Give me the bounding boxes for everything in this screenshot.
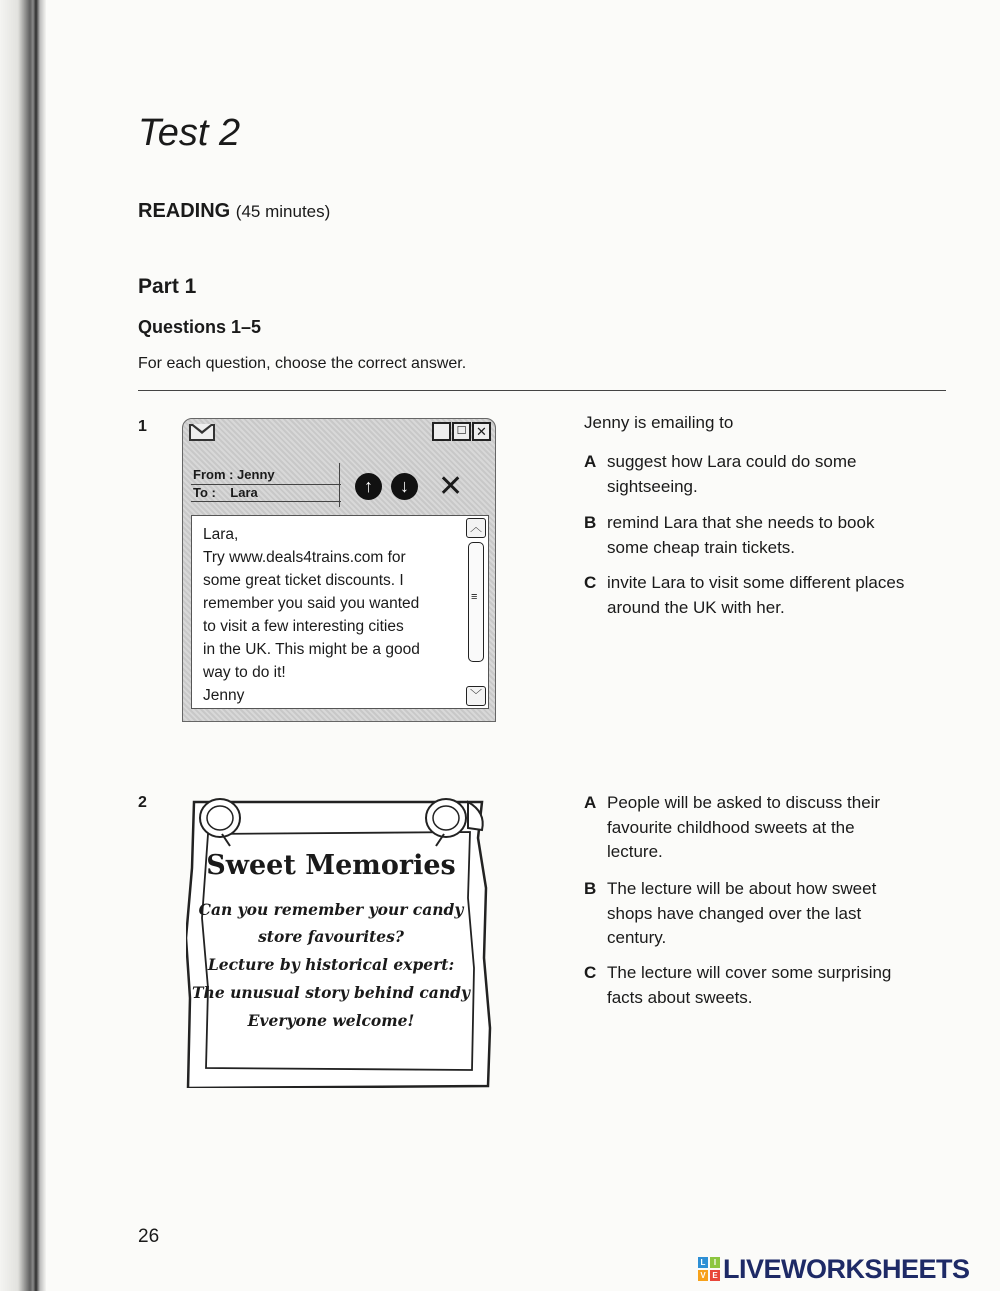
minimize-icon: _: [432, 422, 451, 441]
option-line: around the UK with her.: [607, 597, 785, 617]
option-1b[interactable]: [584, 511, 954, 561]
option-line: favourite childhood sweets at the: [607, 817, 855, 837]
option-letter: A: [584, 452, 597, 471]
option-1a[interactable]: [584, 450, 954, 500]
email-line: Try www.deals4trains.com for: [203, 549, 406, 566]
header-divider: [339, 463, 340, 507]
poster-line: Lecture by historical expert:: [207, 955, 455, 974]
email-titlebar: [183, 419, 495, 445]
option-line: some cheap train tickets.: [607, 537, 796, 557]
option-line: suggest how Lara could do some: [607, 452, 857, 471]
email-line: Jenny: [203, 687, 245, 704]
logo-cell: I: [710, 1257, 720, 1268]
option-2c[interactable]: [584, 961, 954, 1011]
question-stem: Jenny is emailing to: [584, 413, 734, 432]
question-number-2: 2: [138, 794, 147, 811]
option-line: shops have changed over the last: [607, 903, 862, 923]
option-line: sightseeing.: [607, 476, 698, 496]
book-spine: [0, 0, 46, 1291]
poster-line: Can you remember your candy: [198, 900, 464, 919]
liveworksheets-logo: [698, 1254, 970, 1284]
option-line: The lecture will be about how sweet: [607, 879, 877, 898]
option-line: lecture.: [607, 842, 663, 861]
poster-line: Everyone welcome!: [247, 1011, 415, 1030]
email-body: [191, 515, 489, 709]
option-line: People will be asked to discuss their: [607, 793, 881, 812]
option-1c[interactable]: [584, 571, 964, 621]
poster-title: Sweet Memories: [206, 850, 456, 881]
option-letter: C: [584, 573, 597, 592]
questions-range: Questions 1–5: [138, 317, 262, 337]
option-letter: A: [584, 793, 597, 812]
header-rule: [191, 501, 341, 502]
envelope-icon: [189, 424, 215, 441]
maximize-icon: ☐: [452, 422, 471, 441]
poster-line: The unusual story behind candy: [192, 983, 470, 1002]
arrow-down-icon: ↓: [391, 473, 418, 500]
email-from: From : Jenny: [193, 467, 275, 482]
logo-cell: V: [698, 1270, 708, 1281]
option-text: [607, 791, 947, 865]
page-title: Test 2: [138, 112, 241, 154]
option-text: [607, 450, 947, 499]
email-line: Lara,: [203, 526, 239, 543]
email-line: in the UK. This might be a good: [203, 641, 420, 658]
email-message: [203, 523, 463, 707]
option-line: invite Lara to visit some different places: [607, 573, 905, 592]
option-line: remind Lara that she needs to book: [607, 513, 875, 532]
page-number: 26: [138, 1226, 160, 1247]
window-close-icon: ✕: [472, 422, 491, 441]
option-text: [607, 571, 962, 620]
option-letter: C: [584, 963, 597, 982]
option-2a[interactable]: [584, 791, 954, 866]
option-line: The lecture will cover some surprising: [607, 963, 892, 982]
option-text: [607, 961, 947, 1010]
scroll-up-icon: ︿: [466, 518, 486, 538]
logo-text: LIVEWORKSHEETS: [723, 1253, 970, 1284]
divider: [138, 390, 946, 391]
scroll-down-icon: ﹀: [466, 686, 486, 706]
window-controls: [432, 422, 491, 441]
email-line: some great ticket discounts. I: [203, 572, 404, 589]
part-heading: Part 1: [138, 275, 197, 298]
close-icon: ✕: [438, 470, 464, 503]
email-window: [182, 418, 496, 722]
email-line: way to do it!: [203, 664, 286, 681]
option-letter: B: [584, 879, 597, 898]
email-line: to visit a few interesting cities: [203, 618, 404, 635]
option-line: facts about sweets.: [607, 987, 753, 1007]
section-heading: [138, 200, 330, 223]
option-letter: B: [584, 513, 597, 532]
option-text: [607, 511, 947, 560]
instruction-text: For each question, choose the correct answer.: [138, 355, 467, 372]
scrollbar: [466, 518, 486, 706]
email-to: To : Lara: [193, 485, 258, 500]
section-name: READING: [138, 200, 231, 222]
email-line: remember you said you wanted: [203, 595, 420, 612]
question-number-1: 1: [138, 418, 147, 435]
option-line: century.: [607, 928, 667, 947]
email-header: [187, 463, 491, 511]
poster-line: store favourites?: [258, 927, 404, 946]
option-2b[interactable]: [584, 877, 954, 952]
section-duration: (45 minutes): [235, 202, 331, 221]
arrow-up-icon: ↑: [355, 473, 382, 500]
logo-cell: L: [698, 1257, 708, 1268]
logo-grid-icon: [698, 1257, 720, 1281]
scroll-thumb: [468, 542, 484, 662]
option-text: [607, 877, 947, 951]
logo-cell: E: [710, 1270, 720, 1281]
poster: [186, 798, 492, 1088]
